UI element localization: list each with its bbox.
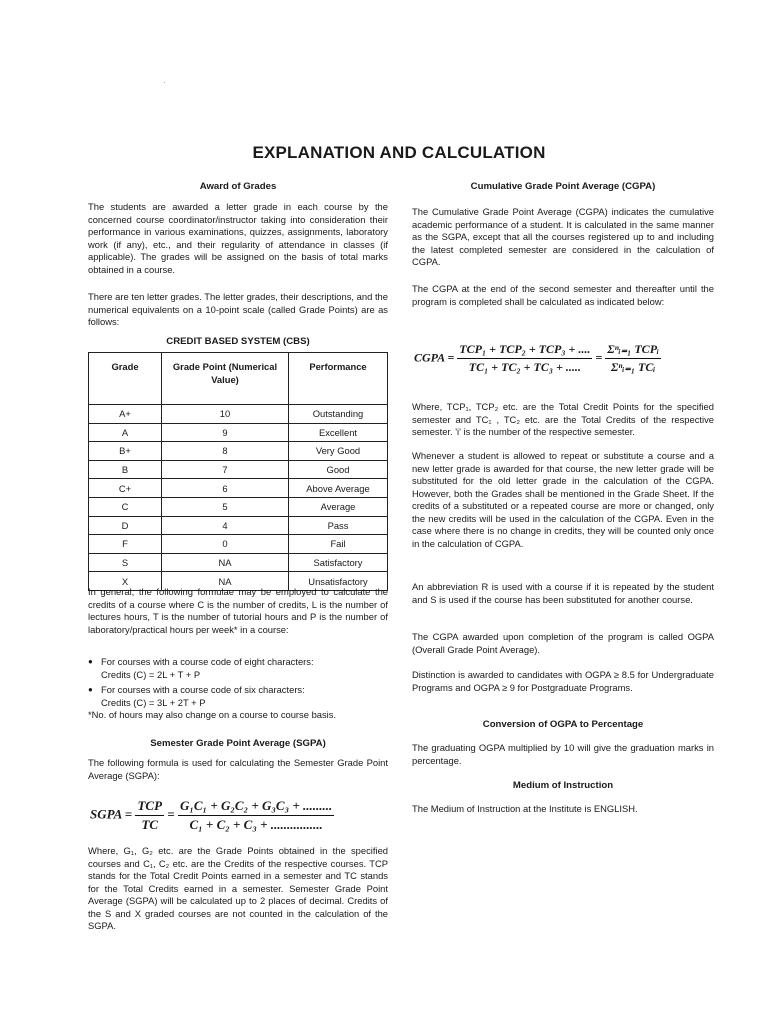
grade-point-cell: 8 bbox=[162, 442, 289, 461]
grade-cell: B+ bbox=[89, 442, 162, 461]
sgpa-intro: The following formula is used for calculating the Semester Grade Point Average (SGPA): bbox=[88, 757, 388, 781]
cgpa-lhs: CGPA = bbox=[414, 350, 455, 365]
performance-cell: Very Good bbox=[289, 442, 388, 461]
bullet-1-text: For courses with a course code of eight characters: bbox=[101, 656, 314, 667]
sgpa-frac2-denominator: C₁ + C₂ + C₃ + ................ bbox=[189, 817, 323, 832]
bullet-2-formula: Credits (C) = 3L + 2T + P bbox=[101, 696, 206, 708]
stray-mark: · bbox=[163, 78, 166, 87]
grade-point-cell: 7 bbox=[162, 460, 289, 479]
grade-point-cell: 10 bbox=[162, 405, 289, 424]
bullet-eight-characters bbox=[88, 656, 388, 681]
sgpa-equals: = bbox=[167, 806, 175, 822]
grade-cell: X bbox=[89, 572, 162, 591]
sgpa-frac1-denominator: TC bbox=[141, 817, 159, 832]
grade-point-cell: 9 bbox=[162, 423, 289, 442]
table-row bbox=[89, 460, 388, 479]
medium-heading: Medium of Instruction bbox=[512, 780, 614, 791]
credit-formula-list bbox=[88, 656, 388, 722]
sgpa-fraction-2 bbox=[178, 798, 334, 833]
grade-point-cell: 6 bbox=[162, 479, 289, 498]
award-of-grades-heading: Award of Grades bbox=[199, 181, 277, 192]
cgpa-frac1-numerator: TCP₁ + TCP₂ + TCP₃ + .... bbox=[457, 342, 592, 359]
bullet-2-text: For courses with a course code of six characters: bbox=[101, 684, 305, 695]
grade-cell: D bbox=[89, 516, 162, 535]
cgpa-fraction-1 bbox=[457, 342, 592, 375]
grade-point-cell: 4 bbox=[162, 516, 289, 535]
header-grade: Grade bbox=[89, 353, 162, 405]
table-row bbox=[89, 516, 388, 535]
table-header-row bbox=[89, 353, 388, 405]
cbs-heading: CREDIT BASED SYSTEM (CBS) bbox=[166, 336, 310, 347]
award-paragraph-2: There are ten letter grades. The letter grades, their descriptions, and the numerical equivalents on a 10-point scale (called Grade Points) are as follows: bbox=[88, 291, 388, 327]
performance-cell: Good bbox=[289, 460, 388, 479]
grade-point-cell: NA bbox=[162, 553, 289, 572]
table-row bbox=[89, 497, 388, 516]
bullet-1-formula: Credits (C) = 2L + T + P bbox=[101, 668, 201, 680]
performance-cell: Fail bbox=[289, 535, 388, 554]
grade-cell: F bbox=[89, 535, 162, 554]
cgpa-frac1-denominator: TC₁ + TC₂ + TC₃ + ..... bbox=[468, 360, 581, 374]
formulae-paragraph: In general, the following formulae may be employed to calculate the credits of a course where C is the number of credits, L is the number of lectures hours, T is the number of tutorial hours and P is the number of laboratory/practical hours per week* in a course: bbox=[88, 586, 388, 635]
conversion-heading: Conversion of OGPA to Percentage bbox=[482, 719, 644, 730]
performance-cell: Above Average bbox=[289, 479, 388, 498]
performance-cell: Excellent bbox=[289, 423, 388, 442]
sgpa-heading: Semester Grade Point Average (SGPA) bbox=[150, 738, 326, 749]
table-row bbox=[89, 479, 388, 498]
bullet-six-characters bbox=[88, 684, 388, 709]
abbreviation-paragraph: An abbreviation R is used with a course if it is repeated by the student and S is used if the course has been substituted for another course. bbox=[412, 581, 714, 605]
sgpa-frac2-numerator: G₁C₁ + G₂C₂ + G₃C₃ + ......... bbox=[178, 798, 334, 816]
sgpa-formula bbox=[90, 798, 334, 833]
grade-cell: C bbox=[89, 497, 162, 516]
cgpa-paragraph-2: The CGPA at the end of the second semester and thereafter until the program is completed shall be calculated as indicated below: bbox=[412, 283, 714, 307]
performance-cell: Satisfactory bbox=[289, 553, 388, 572]
cgpa-formula bbox=[414, 342, 661, 375]
cgpa-paragraph-1: The Cumulative Grade Point Average (CGPA) indicates the cumulative academic performance of a student. It is calculated in the same manner as the SGPA, except that all the courses registered up to and including the latest completed semester are considered in the calculation of CGPA. bbox=[412, 206, 714, 267]
cgpa-frac2-numerator: Σⁿᵢ₌₁ TCPᵢ bbox=[605, 342, 661, 359]
ogpa-paragraph: The CGPA awarded upon completion of the program is called OGPA (Overall Grade Point Average). bbox=[412, 631, 714, 655]
grade-cell: A bbox=[89, 423, 162, 442]
performance-cell: Outstanding bbox=[289, 405, 388, 424]
performance-cell: Unsatisfactory bbox=[289, 572, 388, 591]
cgpa-where-paragraph: Where, TCP₁, TCP₂ etc. are the Total Credit Points for the specified semester and TC₁ , TC₂ etc. are the Total Credits of the respective semester. 'i' is the number of the respective semester. bbox=[412, 401, 714, 437]
repeat-substitute-paragraph: Whenever a student is allowed to repeat or substitute a course and a new letter grade is awarded for that course, the new letter grade will be substituted for the old letter grade in the calculation of the CGPA. However, both the Grades shall be mentioned in the Grade Sheet. If the credits of a substituted or a repeated course are more or changed, only the new credits will be used in the calculation of the CGPA. Even in the case where there is no change in credits, they will be counted only once in the calculation of CGPA. bbox=[412, 450, 714, 549]
header-performance: Performance bbox=[289, 353, 388, 405]
table-row bbox=[89, 535, 388, 554]
grade-point-cell: 5 bbox=[162, 497, 289, 516]
page-title: EXPLANATION AND CALCULATION bbox=[252, 143, 546, 162]
grade-point-cell: 0 bbox=[162, 535, 289, 554]
cgpa-equals: = bbox=[595, 350, 603, 365]
grade-cell: S bbox=[89, 553, 162, 572]
grade-cell: C+ bbox=[89, 479, 162, 498]
table-row bbox=[89, 442, 388, 461]
header-grade-point: Grade Point (Numerical Value) bbox=[162, 353, 289, 405]
sgpa-fraction-1 bbox=[135, 798, 164, 833]
table-row bbox=[89, 405, 388, 424]
hours-note: *No. of hours may also change on a course to course basis. bbox=[88, 709, 337, 720]
cgpa-fraction-2 bbox=[605, 342, 661, 375]
sgpa-frac1-numerator: TCP bbox=[135, 798, 164, 816]
grade-point-cell: NA bbox=[162, 572, 289, 591]
cgpa-heading: Cumulative Grade Point Average (CGPA) bbox=[470, 181, 656, 192]
grades-table bbox=[88, 352, 388, 591]
conversion-paragraph: The graduating OGPA multiplied by 10 will give the graduation marks in percentage. bbox=[412, 742, 714, 766]
grade-cell: B bbox=[89, 460, 162, 479]
medium-paragraph: The Medium of Instruction at the Institute is ENGLISH. bbox=[412, 803, 638, 814]
table-row bbox=[89, 553, 388, 572]
performance-cell: Average bbox=[289, 497, 388, 516]
distinction-paragraph: Distinction is awarded to candidates with OGPA ≥ 8.5 for Undergraduate Programs and OGPA ≥ 9 for Postgraduate Programs. bbox=[412, 669, 714, 693]
performance-cell: Pass bbox=[289, 516, 388, 535]
table-row bbox=[89, 423, 388, 442]
grade-cell: A+ bbox=[89, 405, 162, 424]
award-paragraph-1: The students are awarded a letter grade in each course by the concerned course coordinator/instructor taking into consideration their performance in various examinations, quizzes, assignments, laboratory work (if any), etc., and their regularity of attendance in classes (if applicable). The grades will be assigned on the basis of total marks obtained in a course. bbox=[88, 201, 388, 275]
sgpa-where-paragraph: Where, G₁, G₂ etc. are the Grade Points obtained in the specified courses and C₁, C₂ etc. are the Credits of the respective courses. TCP stands for the Total Credit Points earned in a semester and TC stands for the Total Credits earned in a semester. Semester Grade Point Average (SGPA) will be calculated up to 2 places of decimal. Credits of the S and X graded courses are not counted in the calculation of the SGPA. bbox=[88, 845, 388, 931]
cgpa-frac2-denominator: Σⁿᵢ₌₁ TCᵢ bbox=[610, 360, 656, 374]
sgpa-lhs: SGPA = bbox=[90, 806, 133, 822]
